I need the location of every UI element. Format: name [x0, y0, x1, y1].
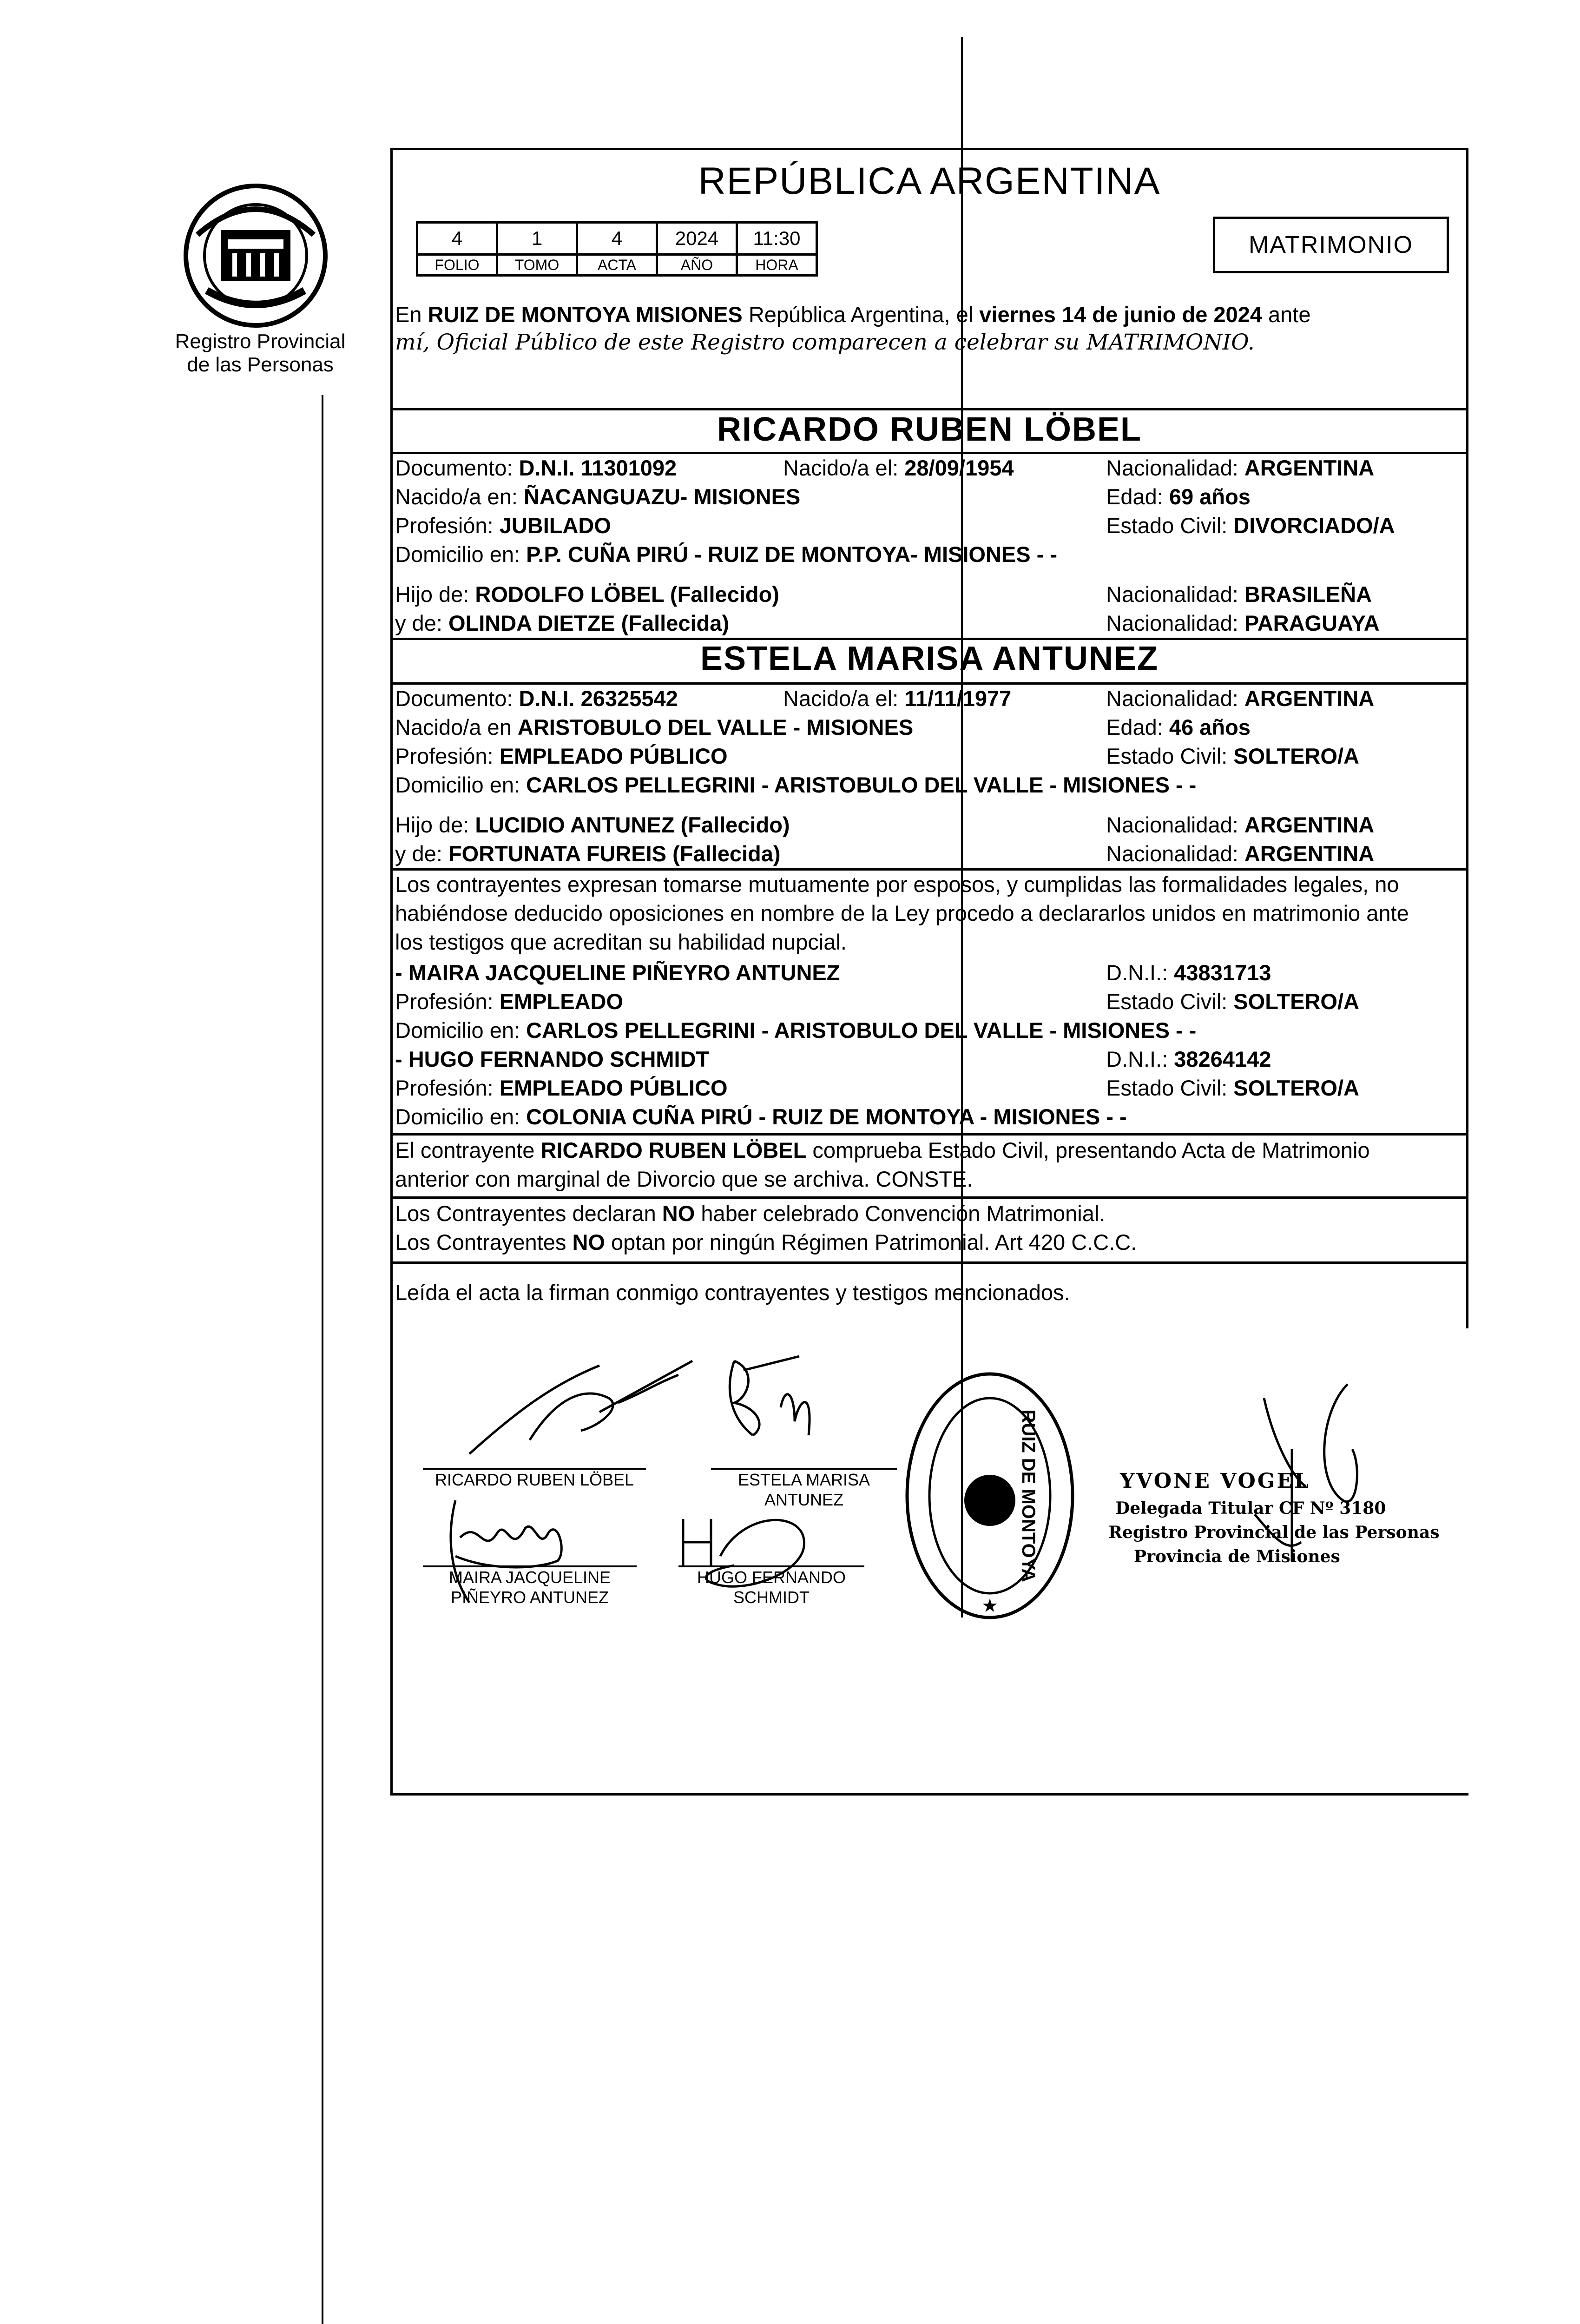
divider	[390, 1261, 1468, 1264]
witness-1-signature-name-2: PIÑEYRO ANTUNEZ	[450, 1588, 609, 1607]
declaration-line-3: los testigos que acreditan su habilidad nupcial.	[395, 930, 847, 954]
official-title: Delegada Titular CF Nº 3180	[1115, 1499, 1386, 1518]
groom-profession: Profesión: JUBILADO	[395, 513, 611, 538]
witness-2-signature-name-2: SCHMIDT	[733, 1588, 810, 1607]
tomo-label: TOMO	[497, 255, 577, 276]
note-line-2: anterior con marginal de Divorcio que se archiva. CONSTE.	[395, 1167, 973, 1191]
witness-1-name: - MAIRA JACQUELINE PIÑEYRO ANTUNEZ	[395, 960, 840, 985]
fold-line-left	[322, 395, 323, 2324]
groom-born: Nacido/a el: 28/09/1954	[783, 456, 1014, 480]
groom-father: Hijo de: RODOLFO LÖBEL (Fallecido)	[395, 582, 779, 607]
official-name: YVONE VOGEL	[1120, 1469, 1310, 1493]
acta-label: ACTA	[577, 255, 657, 276]
hour-value: 11:30	[737, 223, 817, 255]
property-regime-line: Los Contrayentes NO optan por ningún Régimen Patrimonial. Art 420 C.C.C.	[395, 1230, 1137, 1254]
convention-line: Los Contrayentes declaran NO haber celebrado Convención Matrimonial.	[395, 1201, 1106, 1226]
bride-signature-name-1: ESTELA MARISA	[737, 1470, 870, 1489]
acta-value: 4	[577, 223, 657, 255]
witness-2-profession: Profesión: EMPLEADO PÚBLICO	[395, 1076, 728, 1100]
groom-mother: y de: OLINDA DIETZE (Fallecida)	[395, 611, 730, 635]
witness-2-dni: D.N.I.: 38264142	[1106, 1047, 1271, 1071]
hour-label: HORA	[737, 255, 817, 276]
registry-name: Registro Provincial de las Personas	[175, 330, 346, 376]
groom-mother-nationality: Nacionalidad: PARAGUAYA	[1106, 611, 1380, 635]
witness-1-address: Domicilio en: CARLOS PELLEGRINI - ARISTOBULO DEL VALLE - MISIONES - -	[395, 1018, 1197, 1043]
bride-doc: Documento: D.N.I. 26325542	[395, 686, 678, 711]
record-table	[416, 221, 818, 277]
witness-2-signature-line	[678, 1565, 864, 1567]
divider	[390, 868, 1468, 871]
folio-label: FOLIO	[417, 255, 497, 276]
bride-signature-name-2: ANTUNEZ	[764, 1490, 843, 1509]
bride-nationality: Nacionalidad: ARGENTINA	[1106, 686, 1375, 711]
groom-signature-line	[423, 1468, 646, 1470]
witness-1-profession: Profesión: EMPLEADO	[395, 989, 624, 1014]
witness-1-civil-status: Estado Civil: SOLTERO/A	[1106, 989, 1359, 1014]
bride-address: Domicilio en: CARLOS PELLEGRINI - ARISTOBULO DEL VALLE - MISIONES - -	[395, 772, 1197, 797]
witness-1-signature-name-1: MAIRA JACQUELINE	[448, 1568, 611, 1587]
intro-line-1: En RUIZ DE MONTOYA MISIONES República Argentina, el viernes 14 de junio de 2024 ante	[395, 302, 1311, 327]
act-type-box: MATRIMONIO	[1213, 217, 1449, 273]
closing-line: Leída el acta la firman conmigo contrayentes y testigos mencionados.	[395, 1280, 1070, 1305]
bride-father-nationality: Nacionalidad: ARGENTINA	[1106, 812, 1375, 837]
bride-mother: y de: FORTUNATA FUREIS (Fallecida)	[395, 841, 781, 866]
declaration-line-1: Los contrayentes expresan tomarse mutuamente por esposos, y cumplidas las formalidades legales, no	[395, 872, 1399, 897]
province-seal-logo	[179, 179, 332, 332]
divider	[390, 1196, 1468, 1199]
delegation-stamp	[902, 1366, 1078, 1626]
year-label: AÑO	[657, 255, 737, 276]
divider	[390, 452, 1468, 454]
groom-signature-name: RICARDO RUBEN LÖBEL	[434, 1470, 634, 1489]
groom-father-nationality: Nacionalidad: BRASILEÑA	[1106, 582, 1372, 607]
bride-age: Edad: 46 años	[1106, 715, 1251, 739]
frame-right-border	[1466, 148, 1468, 1328]
svg-text:RUIZ DE MONTOYA: RUIZ DE MONTOYA	[1018, 1409, 1039, 1582]
groom-age: Edad: 69 años	[1106, 484, 1251, 509]
bride-signature	[716, 1342, 836, 1463]
groom-birthplace: Nacido/a en: ÑACANGUAZU- MISIONES	[395, 484, 801, 509]
witness-2-name: - HUGO FERNANDO SCHMIDT	[395, 1047, 710, 1071]
groom-name: RICARDO RUBEN LÖBEL	[717, 411, 1142, 448]
bride-civil-status: Estado Civil: SOLTERO/A	[1106, 744, 1359, 768]
bride-name: ESTELA MARISA ANTUNEZ	[700, 640, 1159, 677]
divider	[390, 1133, 1468, 1136]
bride-born: Nacido/a el: 11/11/1977	[783, 686, 1012, 711]
witness-2-address: Domicilio en: COLONIA CUÑA PIRÚ - RUIZ DE MONTOYA - MISIONES - -	[395, 1104, 1127, 1129]
bride-profession: Profesión: EMPLEADO PÚBLICO	[395, 744, 728, 768]
declaration-line-2: habiéndose deducido oposiciones en nombre de la Ley procedo a declararlos unidos en matrimonio ante	[395, 901, 1409, 925]
groom-doc: Documento: D.N.I. 11301092	[395, 456, 677, 480]
bride-birthplace: Nacido/a en ARISTOBULO DEL VALLE - MISIONES	[395, 715, 914, 739]
groom-nationality: Nacionalidad: ARGENTINA	[1106, 456, 1375, 480]
groom-address: Domicilio en: P.P. CUÑA PIRÚ - RUIZ DE MONTOYA- MISIONES - -	[395, 542, 1058, 567]
official-province: Provincia de Misiones	[1134, 1547, 1340, 1566]
bride-mother-nationality: Nacionalidad: ARGENTINA	[1106, 841, 1375, 866]
groom-civil-status: Estado Civil: DIVORCIADO/A	[1106, 513, 1395, 538]
bride-father: Hijo de: LUCIDIO ANTUNEZ (Fallecido)	[395, 812, 790, 837]
frame-top-border	[390, 148, 1468, 150]
tomo-value: 1	[497, 223, 577, 255]
certificate	[390, 148, 1468, 1793]
bride-signature-line	[711, 1468, 897, 1470]
intro-line-2: mí, Oficial Público de este Registro comparecen a celebrar su MATRIMONIO.	[395, 330, 1255, 355]
folio-value: 4	[417, 223, 497, 255]
year-value: 2024	[657, 223, 737, 255]
witness-2-civil-status: Estado Civil: SOLTERO/A	[1106, 1076, 1359, 1100]
bottom-divider	[390, 1793, 1468, 1796]
divider	[390, 682, 1468, 685]
witness-1-signature-line	[423, 1565, 637, 1567]
note-line-1: El contrayente RICARDO RUBEN LÖBEL comprueba Estado Civil, presentando Acta de Matrimonio	[395, 1138, 1370, 1162]
frame-left-border	[390, 148, 393, 1793]
country-title: REPÚBLICA ARGENTINA	[698, 160, 1161, 202]
groom-signature	[460, 1356, 702, 1459]
witness-2-signature-name-1: HUGO FERNANDO	[697, 1568, 846, 1587]
official-registry: Registro Provincial de las Personas	[1108, 1523, 1440, 1542]
svg-text:★: ★	[981, 1596, 998, 1616]
witness-1-dni: D.N.I.: 43831713	[1106, 960, 1271, 985]
